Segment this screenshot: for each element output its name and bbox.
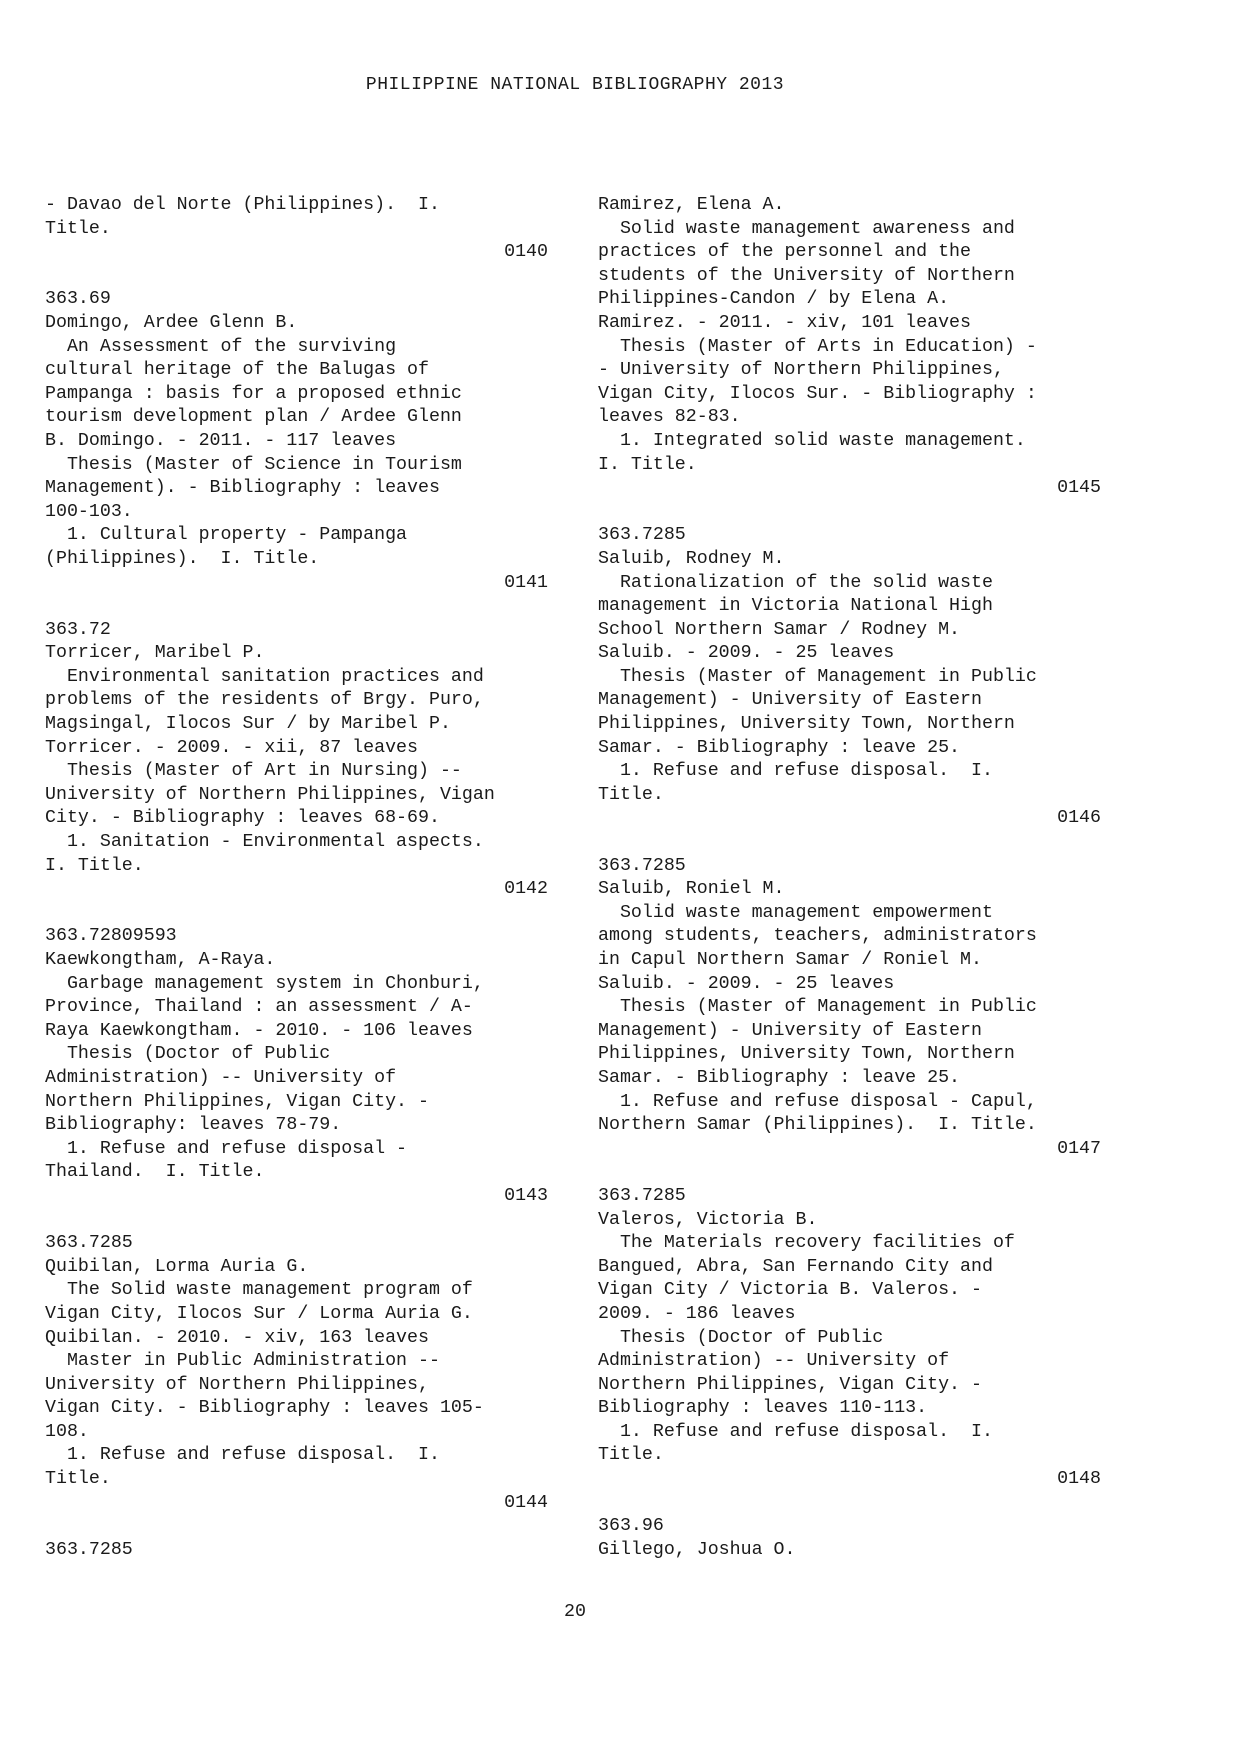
text-line: - Davao del Norte (Philippines). I. [45, 195, 440, 215]
text-line: Philippines, University Town, Northern [598, 1044, 1015, 1065]
text-line: cultural heritage of the Balugas of [45, 360, 429, 381]
text-line: Bibliography : leaves 110-113. [598, 1398, 928, 1419]
text-line: Pampanga : basis for a proposed ethnic [45, 383, 462, 404]
text-line: Vigan City / Victoria B. Valeros. - [598, 1280, 982, 1301]
text-line: Management). - Bibliography : leaves [45, 478, 440, 499]
text-line: University of Northern Philippines, [45, 1374, 429, 1395]
text-line: 1. Cultural property - Pampanga [45, 525, 408, 546]
text-line: tourism development plan / Ardee Glenn [45, 407, 462, 428]
blank-line [45, 1515, 548, 1539]
text-line: Quibilan. - 2010. - xiv, 163 leaves [45, 1327, 429, 1348]
blank-line [45, 1209, 548, 1233]
text-line: Thesis (Master of Management in Public [598, 997, 1037, 1018]
text-line: management in Victoria National High [598, 596, 993, 617]
entry-number: 0147 [1057, 1138, 1101, 1159]
call-number: 363.7285 [45, 1233, 133, 1254]
text-line: Northern Philippines, Vigan City. - [598, 1374, 982, 1395]
text-line: 1. Integrated solid waste management. [598, 430, 1026, 451]
text-line: Thesis (Master of Science in Tourism [45, 454, 462, 475]
text-line: Thesis (Master of Art in Nursing) -- [45, 761, 462, 782]
blank-line [45, 265, 548, 289]
text-line: B. Domingo. - 2011. - 117 leaves [45, 430, 397, 451]
blank-line [598, 1492, 1101, 1516]
call-number: 363.7285 [598, 525, 686, 546]
text-line: Solid waste management awareness and [598, 218, 1015, 239]
blank-line [45, 595, 548, 619]
call-number: 363.72 [45, 619, 111, 640]
text-line: 1. Refuse and refuse disposal - Capul, [598, 1091, 1037, 1112]
right-column [598, 194, 1101, 1562]
text-line: Thailand. I. Title. [45, 1162, 265, 1183]
author: Ramirez, Elena A. [598, 195, 785, 215]
text-line: practices of the personnel and the [598, 242, 971, 263]
text-line: Northern Samar (Philippines). I. Title. [598, 1115, 1037, 1136]
text-line: Northern Philippines, Vigan City. - [45, 1091, 429, 1112]
text-line: among students, teachers, administrators [598, 926, 1037, 947]
text-line: Management) - University of Eastern [598, 690, 982, 711]
blank-line [45, 902, 548, 926]
text-line: (Philippines). I. Title. [45, 548, 320, 569]
entry-number: 0148 [1057, 1469, 1101, 1490]
blank-line [598, 831, 1101, 855]
text-line: The Solid waste management program of [45, 1280, 473, 1301]
call-number: 363.69 [45, 289, 111, 310]
text-line: 100-103. [45, 501, 133, 522]
text-line: University of Northern Philippines, Vigan [45, 784, 495, 805]
call-number: 363.96 [598, 1516, 664, 1537]
text-line: Samar. - Bibliography : leave 25. [598, 737, 961, 758]
text-line: leaves 82-83. [598, 407, 741, 428]
text-line: 2009. - 186 leaves [598, 1303, 796, 1324]
text-line: - University of Northern Philippines, [598, 360, 1004, 381]
entry-number: 0140 [504, 242, 548, 263]
author: Quibilan, Lorma Auria G. [45, 1256, 309, 1277]
call-number: 363.7285 [45, 1539, 133, 1560]
text-line: in Capul Northern Samar / Roniel M. [598, 950, 982, 970]
text-line: Bangued, Abra, San Fernando City and [598, 1256, 993, 1277]
entry-number: 0141 [504, 572, 548, 593]
text-line: Bibliography: leaves 78-79. [45, 1115, 342, 1136]
text-line: Rationalization of the solid waste [598, 572, 993, 593]
text-line: Province, Thailand : an assessment / A- [45, 997, 473, 1018]
text-line: Thesis (Doctor of Public [598, 1327, 884, 1348]
author: Gillego, Joshua O. [598, 1539, 796, 1560]
entry-number: 0146 [1057, 808, 1101, 829]
text-line: Vigan City, Ilocos Sur / Lorma Auria G. [45, 1303, 473, 1324]
text-line: Saluib. - 2009. - 25 leaves [598, 973, 895, 994]
text-line: Administration) -- University of [45, 1067, 397, 1088]
text-line: Saluib. - 2009. - 25 leaves [598, 643, 895, 664]
text-line: I. Title. [45, 855, 144, 876]
text-line: 1. Refuse and refuse disposal. I. [45, 1445, 440, 1466]
text-line: The Materials recovery facilities of [598, 1233, 1015, 1254]
text-line: 1. Sanitation - Environmental aspects. [45, 832, 484, 853]
text-line: Samar. - Bibliography : leave 25. [598, 1067, 961, 1088]
text-line: students of the University of Northern [598, 265, 1015, 286]
entry-number: 0142 [504, 879, 548, 900]
blank-line [598, 1161, 1101, 1185]
text-line: Master in Public Administration -- [45, 1351, 440, 1372]
text-line: Title. [45, 218, 111, 239]
author: Kaewkongtham, A-Raya. [45, 950, 276, 970]
entry-number: 0145 [1057, 478, 1101, 499]
text-line: Solid waste management empowerment [598, 902, 993, 923]
call-number: 363.72809593 [45, 926, 177, 947]
text-line: Philippines-Candon / by Elena A. [598, 289, 950, 310]
author: Torricer, Maribel P. [45, 643, 265, 664]
text-line: Vigan City, Ilocos Sur. - Bibliography : [598, 383, 1037, 404]
text-line: Environmental sanitation practices and [45, 666, 484, 687]
text-line: Philippines, University Town, Northern [598, 714, 1015, 735]
entry-number: 0144 [504, 1492, 548, 1513]
left-column [45, 194, 548, 1562]
text-line: Thesis (Master of Arts in Education) - [598, 336, 1037, 357]
call-number: 363.7285 [598, 1185, 686, 1206]
text-line: Ramirez. - 2011. - xiv, 101 leaves [598, 312, 971, 333]
author: Domingo, Ardee Glenn B. [45, 312, 298, 333]
text-line: 108. [45, 1421, 89, 1442]
author: Saluib, Rodney M. [598, 548, 785, 569]
text-line: Torricer. - 2009. - xii, 87 leaves [45, 737, 418, 758]
text-line: Thesis (Doctor of Public [45, 1044, 331, 1065]
text-line: Administration) -- University of [598, 1351, 950, 1372]
page-number: 20 [564, 1602, 586, 1622]
text-line: Vigan City. - Bibliography : leaves 105- [45, 1398, 484, 1419]
author: Saluib, Roniel M. [598, 879, 785, 900]
text-line: Garbage management system in Chonburi, [45, 973, 484, 994]
text-line: Title. [598, 1445, 664, 1466]
text-line: School Northern Samar / Rodney M. [598, 619, 961, 640]
blank-line [598, 501, 1101, 525]
text-line: 1. Refuse and refuse disposal. I. [598, 761, 993, 782]
page-header: PHILIPPINE NATIONAL BIBLIOGRAPHY 2013 [365, 75, 785, 95]
text-line: Title. [45, 1469, 111, 1490]
call-number: 363.7285 [598, 855, 686, 876]
text-line: Management) - University of Eastern [598, 1020, 982, 1041]
text-line: Title. [598, 784, 664, 805]
text-line: Magsingal, Ilocos Sur / by Maribel P. [45, 714, 451, 735]
text-line: An Assessment of the surviving [45, 336, 397, 357]
text-line: I. Title. [598, 454, 697, 475]
entry-number: 0143 [504, 1185, 548, 1206]
text-line: problems of the residents of Brgy. Puro, [45, 690, 484, 711]
author: Valeros, Victoria B. [598, 1209, 818, 1230]
text-line: Raya Kaewkongtham. - 2010. - 106 leaves [45, 1020, 473, 1041]
text-line: City. - Bibliography : leaves 68-69. [45, 808, 440, 829]
text-line: 1. Refuse and refuse disposal. I. [598, 1421, 993, 1442]
text-line: Thesis (Master of Management in Public [598, 666, 1037, 687]
text-line: 1. Refuse and refuse disposal - [45, 1138, 408, 1159]
